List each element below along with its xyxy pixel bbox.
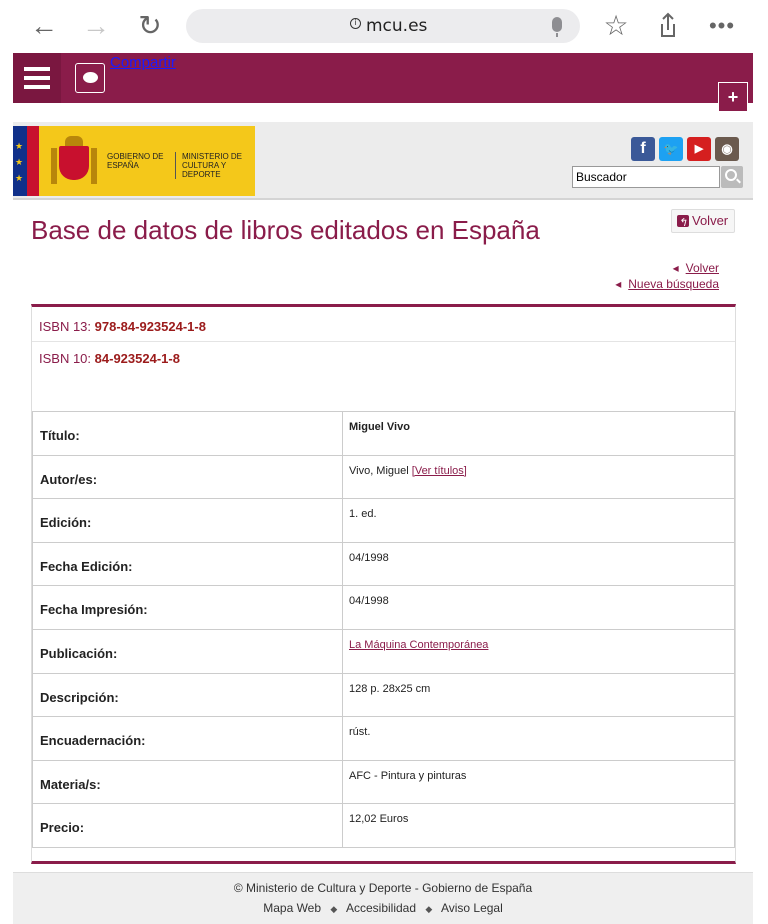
isbn10-row <box>32 342 735 374</box>
field-label: Fecha Edición: <box>33 542 343 586</box>
site-footer <box>13 872 753 924</box>
search-icon[interactable] <box>721 166 743 188</box>
author-value <box>343 455 735 499</box>
instagram-icon[interactable]: ◉ <box>715 137 739 161</box>
print-date-value: 04/1998 <box>343 586 735 630</box>
browser-toolbar <box>0 0 768 52</box>
address-bar[interactable] <box>186 9 580 43</box>
copyright-text: © Ministerio de Cultura y Deporte - Gobierno de España <box>233 881 533 895</box>
edition-value: 1. ed. <box>343 499 735 543</box>
table-row <box>33 673 735 717</box>
isbn10-value: 84-923524-1-8 <box>94 351 180 366</box>
page-title: Base de datos de libros editados en España <box>31 215 540 245</box>
separator-icon: ◆ <box>330 904 338 914</box>
government-logo[interactable] <box>13 126 255 196</box>
more-icon[interactable]: ••• <box>708 13 736 38</box>
description-value: 128 p. 28x25 cm <box>343 673 735 717</box>
nueva-busqueda-link[interactable]: ◂ Nueva búsqueda <box>628 277 719 291</box>
share-icon[interactable] <box>652 10 684 42</box>
edition-date-value: 04/1998 <box>343 542 735 586</box>
volver-link[interactable]: ◂ Volver <box>686 261 719 275</box>
isbn13-value: 978-84-923524-1-8 <box>94 319 206 334</box>
details-table <box>32 411 735 848</box>
field-label: Descripción: <box>33 673 343 717</box>
forward-icon[interactable]: → <box>82 10 110 41</box>
volver-button[interactable]: ↰ Volver <box>671 209 735 233</box>
table-row <box>33 499 735 543</box>
coat-of-arms-icon <box>51 134 97 188</box>
field-label: Materia/s: <box>33 760 343 804</box>
field-label: Título: <box>33 412 343 456</box>
reload-icon[interactable]: ↻ <box>138 10 162 41</box>
search-input[interactable] <box>572 166 720 188</box>
table-row <box>33 586 735 630</box>
table-row <box>33 455 735 499</box>
binding-value: rúst. <box>343 717 735 761</box>
bookmark-star-icon[interactable]: ☆ <box>603 10 629 41</box>
logo-text-gobierno: GOBIERNO DE ESPAÑA <box>107 152 164 170</box>
table-row <box>33 542 735 586</box>
footer-links <box>13 901 753 915</box>
isbn13-label: ISBN 13: <box>39 319 92 334</box>
author-name: Vivo, Miguel <box>349 464 409 477</box>
isbn13-row <box>32 310 735 342</box>
field-label: Edición: <box>33 499 343 543</box>
site-header <box>13 53 753 103</box>
mic-icon[interactable] <box>552 17 562 32</box>
field-label: Fecha Impresión: <box>33 586 343 630</box>
footer-link-accesibilidad[interactable]: Accesibilidad <box>345 901 417 915</box>
publisher-value <box>343 629 735 673</box>
ver-titulos-link[interactable]: [Ver títulos] <box>411 464 467 477</box>
subject-value: AFC - Pintura y pinturas <box>343 760 735 804</box>
back-icon[interactable]: ← <box>30 10 58 41</box>
menu-icon[interactable] <box>13 53 61 103</box>
table-row <box>33 629 735 673</box>
return-icon <box>677 215 689 227</box>
table-row <box>33 412 735 456</box>
field-label: Publicación: <box>33 629 343 673</box>
footer-link-mapa-web[interactable]: Mapa Web <box>263 901 322 915</box>
field-label: Encuadernación: <box>33 717 343 761</box>
book-record <box>31 304 736 864</box>
comment-icon[interactable] <box>75 63 105 93</box>
publisher-link[interactable]: La Máquina Contemporánea <box>349 638 489 651</box>
footer-link-aviso-legal[interactable]: Aviso Legal <box>440 901 503 915</box>
eu-stars-icon: ★ ★ ★ <box>15 141 24 183</box>
table-row <box>33 717 735 761</box>
plus-icon[interactable]: + <box>718 82 748 112</box>
title-value: Miguel Vivo <box>343 412 735 456</box>
twitter-icon[interactable]: 🐦 <box>659 137 683 161</box>
brand-band <box>13 122 753 200</box>
logo-text-ministerio: MINISTERIO DE CULTURA Y DEPORTE <box>175 152 245 179</box>
info-icon[interactable]: i <box>350 18 361 29</box>
table-row <box>33 760 735 804</box>
field-label: Precio: <box>33 804 343 848</box>
isbn10-label: ISBN 10: <box>39 351 92 366</box>
price-value: 12,02 Euros <box>343 804 735 848</box>
facebook-icon[interactable]: f <box>631 137 655 161</box>
url-text[interactable]: mcu.es <box>366 16 428 36</box>
youtube-icon[interactable]: ▶ <box>687 137 711 161</box>
table-row <box>33 804 735 848</box>
field-label: Autor/es: <box>33 455 343 499</box>
share-link[interactable]: Compartir <box>110 54 176 71</box>
separator-icon: ◆ <box>425 904 433 914</box>
